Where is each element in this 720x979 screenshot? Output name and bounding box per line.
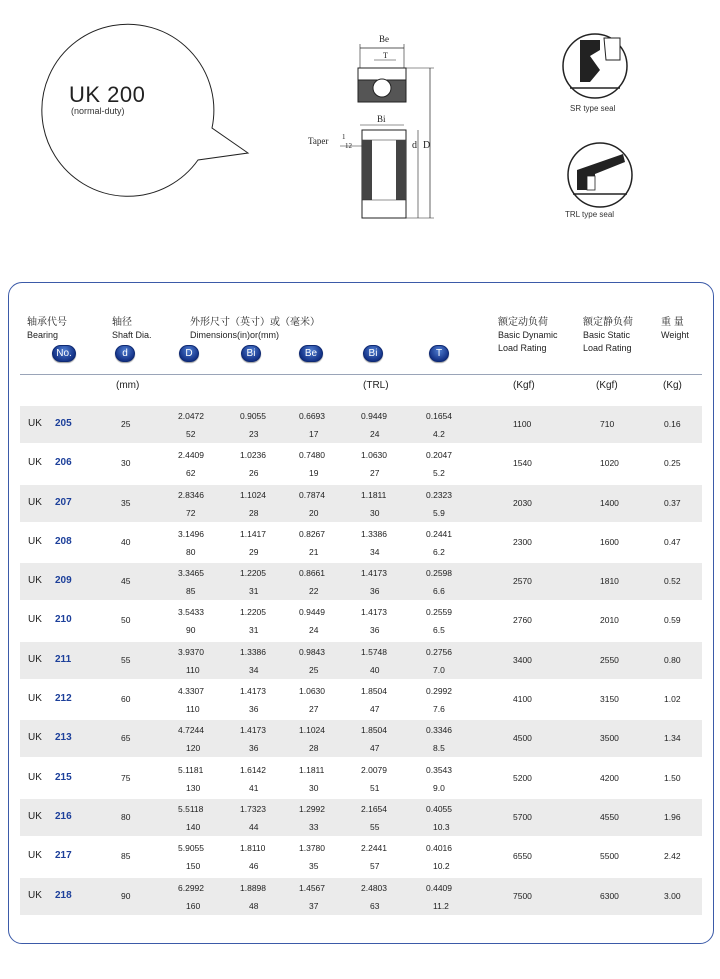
cell-bit-mm: 30 xyxy=(370,507,380,518)
tag-t: T xyxy=(429,345,449,362)
trl-seal-label: TRL type seal xyxy=(565,210,615,219)
cell-bi-in: 1.1024 xyxy=(240,489,266,500)
cell-dyn: 3400 xyxy=(513,654,532,665)
cell-t-mm: 6.6 xyxy=(433,586,445,597)
cell-d-mm: 90 xyxy=(186,625,196,636)
cell-d: 80 xyxy=(121,811,131,822)
cell-d-in: 2.0472 xyxy=(178,411,204,421)
cell-d: 25 xyxy=(121,419,131,429)
cell-prefix: UK xyxy=(28,771,42,783)
cell-d-mm: 130 xyxy=(186,782,201,793)
taper-ratio-numerator: 1 xyxy=(342,133,346,141)
table-row xyxy=(20,445,702,482)
cell-t-mm: 4.2 xyxy=(433,429,445,439)
table-row xyxy=(20,681,702,718)
cell-be-mm: 21 xyxy=(309,546,319,557)
table-row xyxy=(20,760,702,797)
cell-t-mm: 10.3 xyxy=(433,821,450,832)
cell-be-in: 0.7480 xyxy=(299,450,325,461)
cell-d-mm: 72 xyxy=(186,507,196,518)
cell-prefix: UK xyxy=(28,889,42,901)
cell-prefix: UK xyxy=(28,810,42,822)
cell-be-mm: 37 xyxy=(309,900,319,911)
cell-no: 218 xyxy=(55,889,72,901)
cell-t-in: 0.3346 xyxy=(426,725,452,736)
cell-bi-mm: 31 xyxy=(249,586,259,597)
cell-t-mm: 7.6 xyxy=(433,704,445,715)
cell-no: 213 xyxy=(55,732,72,744)
cell-be-in: 1.1024 xyxy=(299,725,325,736)
cell-stat: 1810 xyxy=(600,576,619,587)
cell-bit-in: 1.5748 xyxy=(361,646,387,657)
cell-bit-mm: 40 xyxy=(370,664,380,675)
cell-be-in: 0.9843 xyxy=(299,646,325,657)
cell-be-mm: 22 xyxy=(309,586,319,597)
cell-dyn: 2300 xyxy=(513,536,532,547)
cell-no: 209 xyxy=(55,575,72,587)
cell-prefix: UK xyxy=(28,496,42,508)
cell-bit-mm: 36 xyxy=(370,625,380,636)
cell-d: 55 xyxy=(121,654,131,665)
cell-bi-in: 1.8110 xyxy=(240,843,266,854)
table-row xyxy=(20,799,702,836)
header-weight-en: Weight xyxy=(661,330,689,340)
table-row xyxy=(20,720,702,757)
cell-be-mm: 35 xyxy=(309,861,319,872)
cell-t-mm: 7.0 xyxy=(433,664,445,675)
cell-stat: 4200 xyxy=(600,772,619,783)
cell-wt: 0.37 xyxy=(664,497,681,508)
cell-bi-mm: 46 xyxy=(249,861,259,872)
cell-bi-in: 1.8898 xyxy=(240,882,266,893)
cell-d: 30 xyxy=(121,458,131,469)
cell-d-in: 2.8346 xyxy=(178,489,204,500)
cell-dyn: 2760 xyxy=(513,615,532,626)
cell-bit-in: 1.4173 xyxy=(361,568,387,579)
cell-wt: 0.80 xyxy=(664,654,681,665)
cell-t-mm: 5.2 xyxy=(433,468,445,479)
cell-bi-in: 1.2205 xyxy=(240,607,266,618)
header-bearing-cn: 轴承代号 xyxy=(27,317,67,328)
cell-d: 50 xyxy=(121,615,131,626)
cell-be-in: 0.6693 xyxy=(299,411,325,421)
cell-be-in: 1.3780 xyxy=(299,843,325,854)
header-weight xyxy=(661,316,689,342)
table-row xyxy=(20,838,702,875)
cell-d-in: 6.2992 xyxy=(178,882,204,893)
cell-bi-mm: 48 xyxy=(249,900,259,911)
cell-bit-in: 0.9449 xyxy=(361,411,387,421)
header-static-en2: Load Rating xyxy=(583,343,632,353)
cell-stat: 3500 xyxy=(600,733,619,744)
cell-d-in: 2.4409 xyxy=(178,450,204,461)
cell-t-in: 0.2047 xyxy=(426,450,452,461)
cell-bi-in: 1.2205 xyxy=(240,568,266,579)
header-shaft-cn: 轴径 xyxy=(112,317,132,328)
taper-label: Taper xyxy=(308,136,329,146)
cell-wt: 1.34 xyxy=(664,733,681,744)
cell-t-in: 0.2992 xyxy=(426,686,452,697)
cell-t-in: 0.4055 xyxy=(426,803,452,814)
cell-bit-mm: 63 xyxy=(370,900,380,911)
cell-bit-in: 2.0079 xyxy=(361,764,387,775)
cell-bi-in: 1.0236 xyxy=(240,450,266,461)
dim-t-label: T xyxy=(383,51,388,60)
cell-wt: 1.02 xyxy=(664,694,681,705)
cell-t-in: 0.4016 xyxy=(426,843,452,854)
sr-seal-diagram xyxy=(560,30,630,105)
cell-bi-mm: 31 xyxy=(249,625,259,636)
header-dynamic-cn: 额定动负荷 xyxy=(498,317,548,328)
cell-t-mm: 6.5 xyxy=(433,625,445,636)
cell-bi-mm: 23 xyxy=(249,429,259,439)
header-dynamic-en1: Basic Dynamic xyxy=(498,330,558,340)
cell-d-in: 4.3307 xyxy=(178,686,204,697)
cell-be-mm: 25 xyxy=(309,664,319,675)
series-title: UK 200 xyxy=(69,82,146,107)
cell-bit-in: 1.8504 xyxy=(361,686,387,697)
cell-d-mm: 140 xyxy=(186,821,201,832)
unit-static: (Kgf) xyxy=(596,380,618,391)
header-bearing xyxy=(27,316,67,342)
cell-prefix: UK xyxy=(28,693,42,705)
cell-d-mm: 52 xyxy=(186,429,196,439)
dim-d-large-label: D xyxy=(423,140,431,151)
cell-d: 65 xyxy=(121,733,131,744)
cell-bi-in: 1.4173 xyxy=(240,725,266,736)
cell-bi-in: 1.1417 xyxy=(240,528,266,539)
cell-prefix: UK xyxy=(28,614,42,626)
cell-no: 208 xyxy=(55,535,72,547)
cell-bit-mm: 36 xyxy=(370,586,380,597)
cell-be-in: 0.9449 xyxy=(299,607,325,618)
cell-bit-in: 1.4173 xyxy=(361,607,387,618)
cell-dyn: 7500 xyxy=(513,890,532,901)
cell-stat: 2550 xyxy=(600,654,619,665)
header-dimensions-en: Dimensions(in)or(mm) xyxy=(190,330,280,340)
cell-no: 210 xyxy=(55,614,72,626)
unit-shaft: (mm) xyxy=(116,380,140,391)
cell-prefix: UK xyxy=(28,732,42,744)
cell-d-mm: 110 xyxy=(186,664,200,675)
header-static-load xyxy=(583,316,633,355)
dim-be-label: Be xyxy=(379,34,389,44)
unit-dynamic: (Kgf) xyxy=(513,380,535,391)
tag-D-outer: D xyxy=(179,345,199,362)
cell-stat: 1600 xyxy=(600,536,619,547)
cell-t-mm: 8.5 xyxy=(433,743,445,754)
cell-no: 216 xyxy=(55,810,72,822)
cell-bi-in: 0.9055 xyxy=(240,411,266,421)
cell-stat: 6300 xyxy=(600,890,619,901)
cell-d: 75 xyxy=(121,772,131,783)
unit-weight: (Kg) xyxy=(663,380,682,391)
cell-be-in: 1.1811 xyxy=(299,764,325,775)
cell-be-mm: 24 xyxy=(309,625,319,636)
header-bearing-en: Bearing xyxy=(27,330,59,340)
cell-bit-in: 1.8504 xyxy=(361,725,387,736)
cell-be-in: 1.0630 xyxy=(299,686,325,697)
cell-bi-mm: 26 xyxy=(249,468,259,479)
header-weight-cn: 重 量 xyxy=(661,317,684,328)
header-shaft xyxy=(112,316,152,342)
cell-no: 215 xyxy=(55,771,72,783)
cell-bi-mm: 36 xyxy=(249,743,259,754)
cell-be-mm: 19 xyxy=(309,468,319,479)
cell-t-mm: 10.2 xyxy=(433,861,450,872)
cell-prefix: UK xyxy=(28,535,42,547)
cell-bi-in: 1.7323 xyxy=(240,803,266,814)
cell-prefix: UK xyxy=(28,850,42,862)
cell-d-mm: 110 xyxy=(186,704,200,715)
cell-t-in: 0.2441 xyxy=(426,528,452,539)
cell-be-mm: 28 xyxy=(309,743,319,754)
tag-bi-inner: Bi xyxy=(241,345,261,362)
cell-wt: 1.96 xyxy=(664,811,681,822)
table-row xyxy=(20,524,702,561)
cell-stat: 4550 xyxy=(600,811,619,822)
cell-stat: 5500 xyxy=(600,851,619,862)
table-row xyxy=(20,406,702,443)
series-subtitle: (normal-duty) xyxy=(71,106,125,116)
cell-be-mm: 27 xyxy=(309,704,319,715)
cell-wt: 0.16 xyxy=(664,419,681,429)
cell-no: 206 xyxy=(55,457,72,469)
header-static-cn: 额定静负荷 xyxy=(583,317,633,328)
cell-t-mm: 11.2 xyxy=(433,900,449,911)
cell-bi-in: 1.3386 xyxy=(240,646,266,657)
table-body xyxy=(20,406,702,917)
cell-wt: 2.42 xyxy=(664,851,681,862)
cell-dyn: 1540 xyxy=(513,458,532,469)
cell-dyn: 6550 xyxy=(513,851,532,862)
cell-be-in: 0.7874 xyxy=(299,489,325,500)
cell-dyn: 4100 xyxy=(513,694,532,705)
cell-wt: 0.59 xyxy=(664,615,681,626)
cell-be-mm: 33 xyxy=(309,821,319,832)
cell-bit-mm: 34 xyxy=(370,546,380,557)
cell-stat: 2010 xyxy=(600,615,619,626)
table-row xyxy=(20,642,702,679)
cell-wt: 0.25 xyxy=(664,458,681,469)
cell-stat: 1400 xyxy=(600,497,619,508)
cell-be-in: 0.8661 xyxy=(299,568,325,579)
tag-d-shaft: d xyxy=(115,345,135,362)
cell-bit-mm: 47 xyxy=(370,743,380,754)
cell-bi-mm: 44 xyxy=(249,821,259,832)
cell-prefix: UK xyxy=(28,457,42,469)
cell-t-in: 0.1654 xyxy=(426,411,452,421)
cell-bi-in: 1.6142 xyxy=(240,764,266,775)
cell-d-in: 5.5118 xyxy=(178,803,204,814)
cell-bit-mm: 27 xyxy=(370,468,380,479)
cell-bit-in: 1.1811 xyxy=(361,489,387,500)
table-row xyxy=(20,602,702,639)
header-dynamic-load xyxy=(498,316,558,355)
table-row xyxy=(20,485,702,522)
cell-bit-in: 2.4803 xyxy=(361,882,387,893)
cell-bit-mm: 57 xyxy=(370,861,380,872)
cell-dyn: 1100 xyxy=(513,419,532,429)
cell-d-mm: 160 xyxy=(186,900,201,911)
cell-bi-mm: 41 xyxy=(249,782,259,793)
cell-dyn: 2030 xyxy=(513,497,532,508)
cell-bit-in: 2.1654 xyxy=(361,803,387,814)
cell-no: 217 xyxy=(55,850,72,862)
cell-be-mm: 30 xyxy=(309,782,319,793)
tag-bi-trl: Bi xyxy=(363,345,383,362)
cell-t-in: 0.2598 xyxy=(426,568,452,579)
cell-t-in: 0.2559 xyxy=(426,607,452,618)
cell-t-mm: 5.9 xyxy=(433,507,445,518)
header-shaft-en: Shaft Dia. xyxy=(112,330,152,340)
cell-be-mm: 20 xyxy=(309,507,319,518)
cell-prefix: UK xyxy=(28,418,42,429)
cell-d-in: 5.9055 xyxy=(178,843,204,854)
cell-dyn: 5200 xyxy=(513,772,532,783)
cell-d: 45 xyxy=(121,576,131,587)
cell-wt: 3.00 xyxy=(664,890,681,901)
cell-bit-mm: 24 xyxy=(370,429,380,439)
cell-d-mm: 120 xyxy=(186,743,201,754)
cell-t-mm: 6.2 xyxy=(433,546,445,557)
cell-wt: 0.47 xyxy=(664,536,681,547)
cell-prefix: UK xyxy=(28,575,42,587)
cell-t-in: 0.4409 xyxy=(426,882,452,893)
cell-bit-in: 1.3386 xyxy=(361,528,387,539)
trl-seal-diagram xyxy=(565,140,635,210)
cell-no: 205 xyxy=(55,418,72,429)
cell-bit-in: 2.2441 xyxy=(361,843,387,854)
cell-d: 60 xyxy=(121,694,131,705)
cell-wt: 0.52 xyxy=(664,576,681,587)
cell-no: 212 xyxy=(55,693,72,705)
header-dimensions-cn: 外形尺寸（英寸）或（毫米） xyxy=(190,317,320,328)
cell-stat: 710 xyxy=(600,419,615,429)
cell-stat: 3150 xyxy=(600,694,619,705)
cell-bi-in: 1.4173 xyxy=(240,686,266,697)
cell-d: 90 xyxy=(121,890,131,901)
cell-bit-mm: 55 xyxy=(370,821,380,832)
cell-bit-mm: 51 xyxy=(370,782,380,793)
table-row xyxy=(20,878,702,915)
cell-bi-mm: 28 xyxy=(249,507,259,518)
cell-d-in: 3.5433 xyxy=(178,607,204,618)
cell-be-mm: 17 xyxy=(309,429,319,439)
cell-t-in: 0.2323 xyxy=(426,489,452,500)
dim-d-small-label: d xyxy=(412,140,417,151)
header-dimensions xyxy=(190,316,320,342)
cell-d-in: 3.3465 xyxy=(178,568,204,579)
cell-bi-mm: 29 xyxy=(249,546,259,557)
dim-bi-label: Bi xyxy=(377,114,386,124)
cell-d-in: 4.7244 xyxy=(178,725,204,736)
cell-dyn: 5700 xyxy=(513,811,532,822)
tag-be: Be xyxy=(299,345,323,362)
cell-d-mm: 85 xyxy=(186,586,196,597)
cell-bit-in: 1.0630 xyxy=(361,450,387,461)
cell-no: 211 xyxy=(55,653,72,665)
tag-no: No. xyxy=(52,345,76,362)
bearing-cross-section-diagram xyxy=(300,30,450,230)
cell-d-in: 3.9370 xyxy=(178,646,204,657)
cell-t-mm: 9.0 xyxy=(433,782,445,793)
cell-dyn: 2570 xyxy=(513,576,532,587)
unit-trl: (TRL) xyxy=(363,380,389,391)
cell-d-mm: 80 xyxy=(186,546,196,557)
cell-bi-mm: 36 xyxy=(249,704,259,715)
cell-d-mm: 62 xyxy=(186,468,196,479)
cell-d: 85 xyxy=(121,851,131,862)
cell-no: 207 xyxy=(55,496,72,508)
cell-prefix: UK xyxy=(28,653,42,665)
cell-wt: 1.50 xyxy=(664,772,681,783)
cell-stat: 1020 xyxy=(600,458,619,469)
cell-d-mm: 150 xyxy=(186,861,201,872)
table-row xyxy=(20,563,702,600)
cell-d-in: 5.1181 xyxy=(178,764,204,775)
cell-t-in: 0.2756 xyxy=(426,646,452,657)
header-divider xyxy=(20,374,702,375)
cell-be-in: 0.8267 xyxy=(299,528,325,539)
cell-t-in: 0.3543 xyxy=(426,764,452,775)
header-dynamic-en2: Load Rating xyxy=(498,343,547,353)
sr-seal-label: SR type seal xyxy=(570,104,616,113)
cell-dyn: 4500 xyxy=(513,733,532,744)
taper-ratio-denominator: 12 xyxy=(345,142,352,150)
cell-d: 35 xyxy=(121,497,131,508)
cell-d: 40 xyxy=(121,536,131,547)
cell-d-in: 3.1496 xyxy=(178,528,204,539)
header-static-en1: Basic Static xyxy=(583,330,631,340)
cell-bi-mm: 34 xyxy=(249,664,259,675)
cell-bit-mm: 47 xyxy=(370,704,380,715)
cell-be-in: 1.4567 xyxy=(299,882,325,893)
cell-be-in: 1.2992 xyxy=(299,803,325,814)
